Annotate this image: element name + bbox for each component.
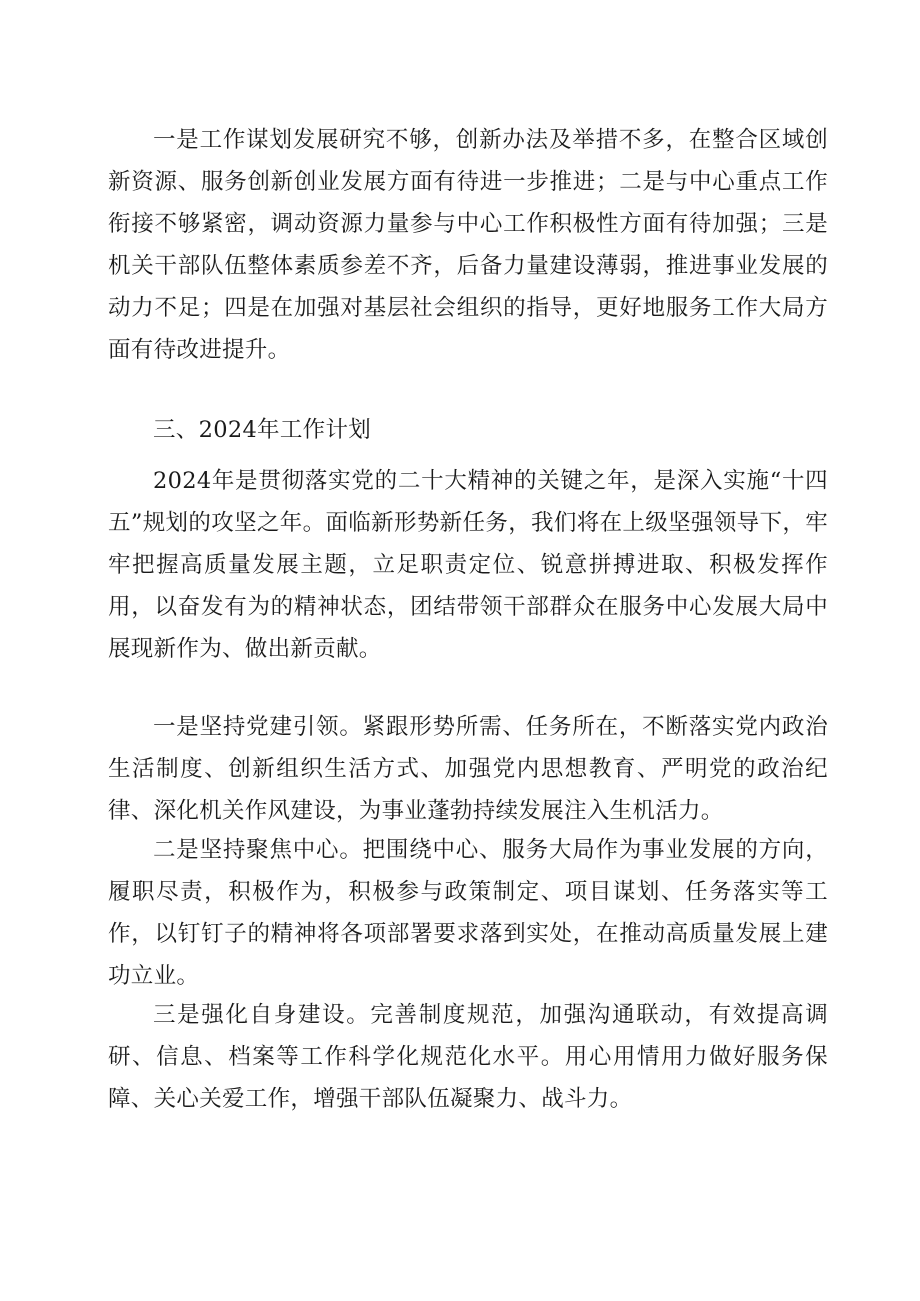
paragraph-self-construction: 三是强化自身建设。完善制度规范，加强沟通联动，有效提高调研、信息、档案等工作科学化规范化水平。用心用情用力做好服务保障、关心关爱工作，增强干部队伍凝聚力、战斗力。 <box>108 1002 828 1112</box>
paragraph-focus-center: 二是坚持聚焦中心。把围绕中心、服务大局作为事业发展的方向，履职尽责，积极作为，积极参与政策制定、项目谋划、任务落实等工作，以钉钉子的精神将各项部署要求落到实处，在推动高质量发展上建功立业。 <box>108 837 828 989</box>
paragraph-2024-overview: 2024年是贯彻落实党的二十大精神的关键之年，是深入实施“十四五”规划的攻坚之年。面临新形势新任务，我们将在上级坚强领导下，牢牢把握高质量发展主题，立足职责定位、锐意拼搏进取、积极发挥作用，以奋发有为的精神状态，团结带领干部群众在服务中心发展大局中展现新作为、做出新贡献。 <box>108 468 828 662</box>
paragraph-problems: 一是工作谋划发展研究不够，创新办法及举措不多，在整合区域创新资源、服务创新创业发展方面有待进一步推进；二是与中心重点工作衔接不够紧密，调动资源力量参与中心工作积极性方面有待加强；三是机关干部队伍整体素质参差不齐，后备力量建设薄弱，推进事业发展的动力不足；四是在加强对基层社会组织的指导，更好地服务工作大局方面有待改进提升。 <box>108 127 828 363</box>
paragraph-party-building: 一是坚持党建引领。紧跟形势所需、任务所在，不断落实党内政治生活制度、创新组织生活方式、加强党内思想教育、严明党的政治纪律、深化机关作风建设，为事业蓬勃持续发展注入生机活力。 <box>108 714 828 824</box>
section-heading-2024-plan: 三、2024年工作计划 <box>153 417 372 443</box>
